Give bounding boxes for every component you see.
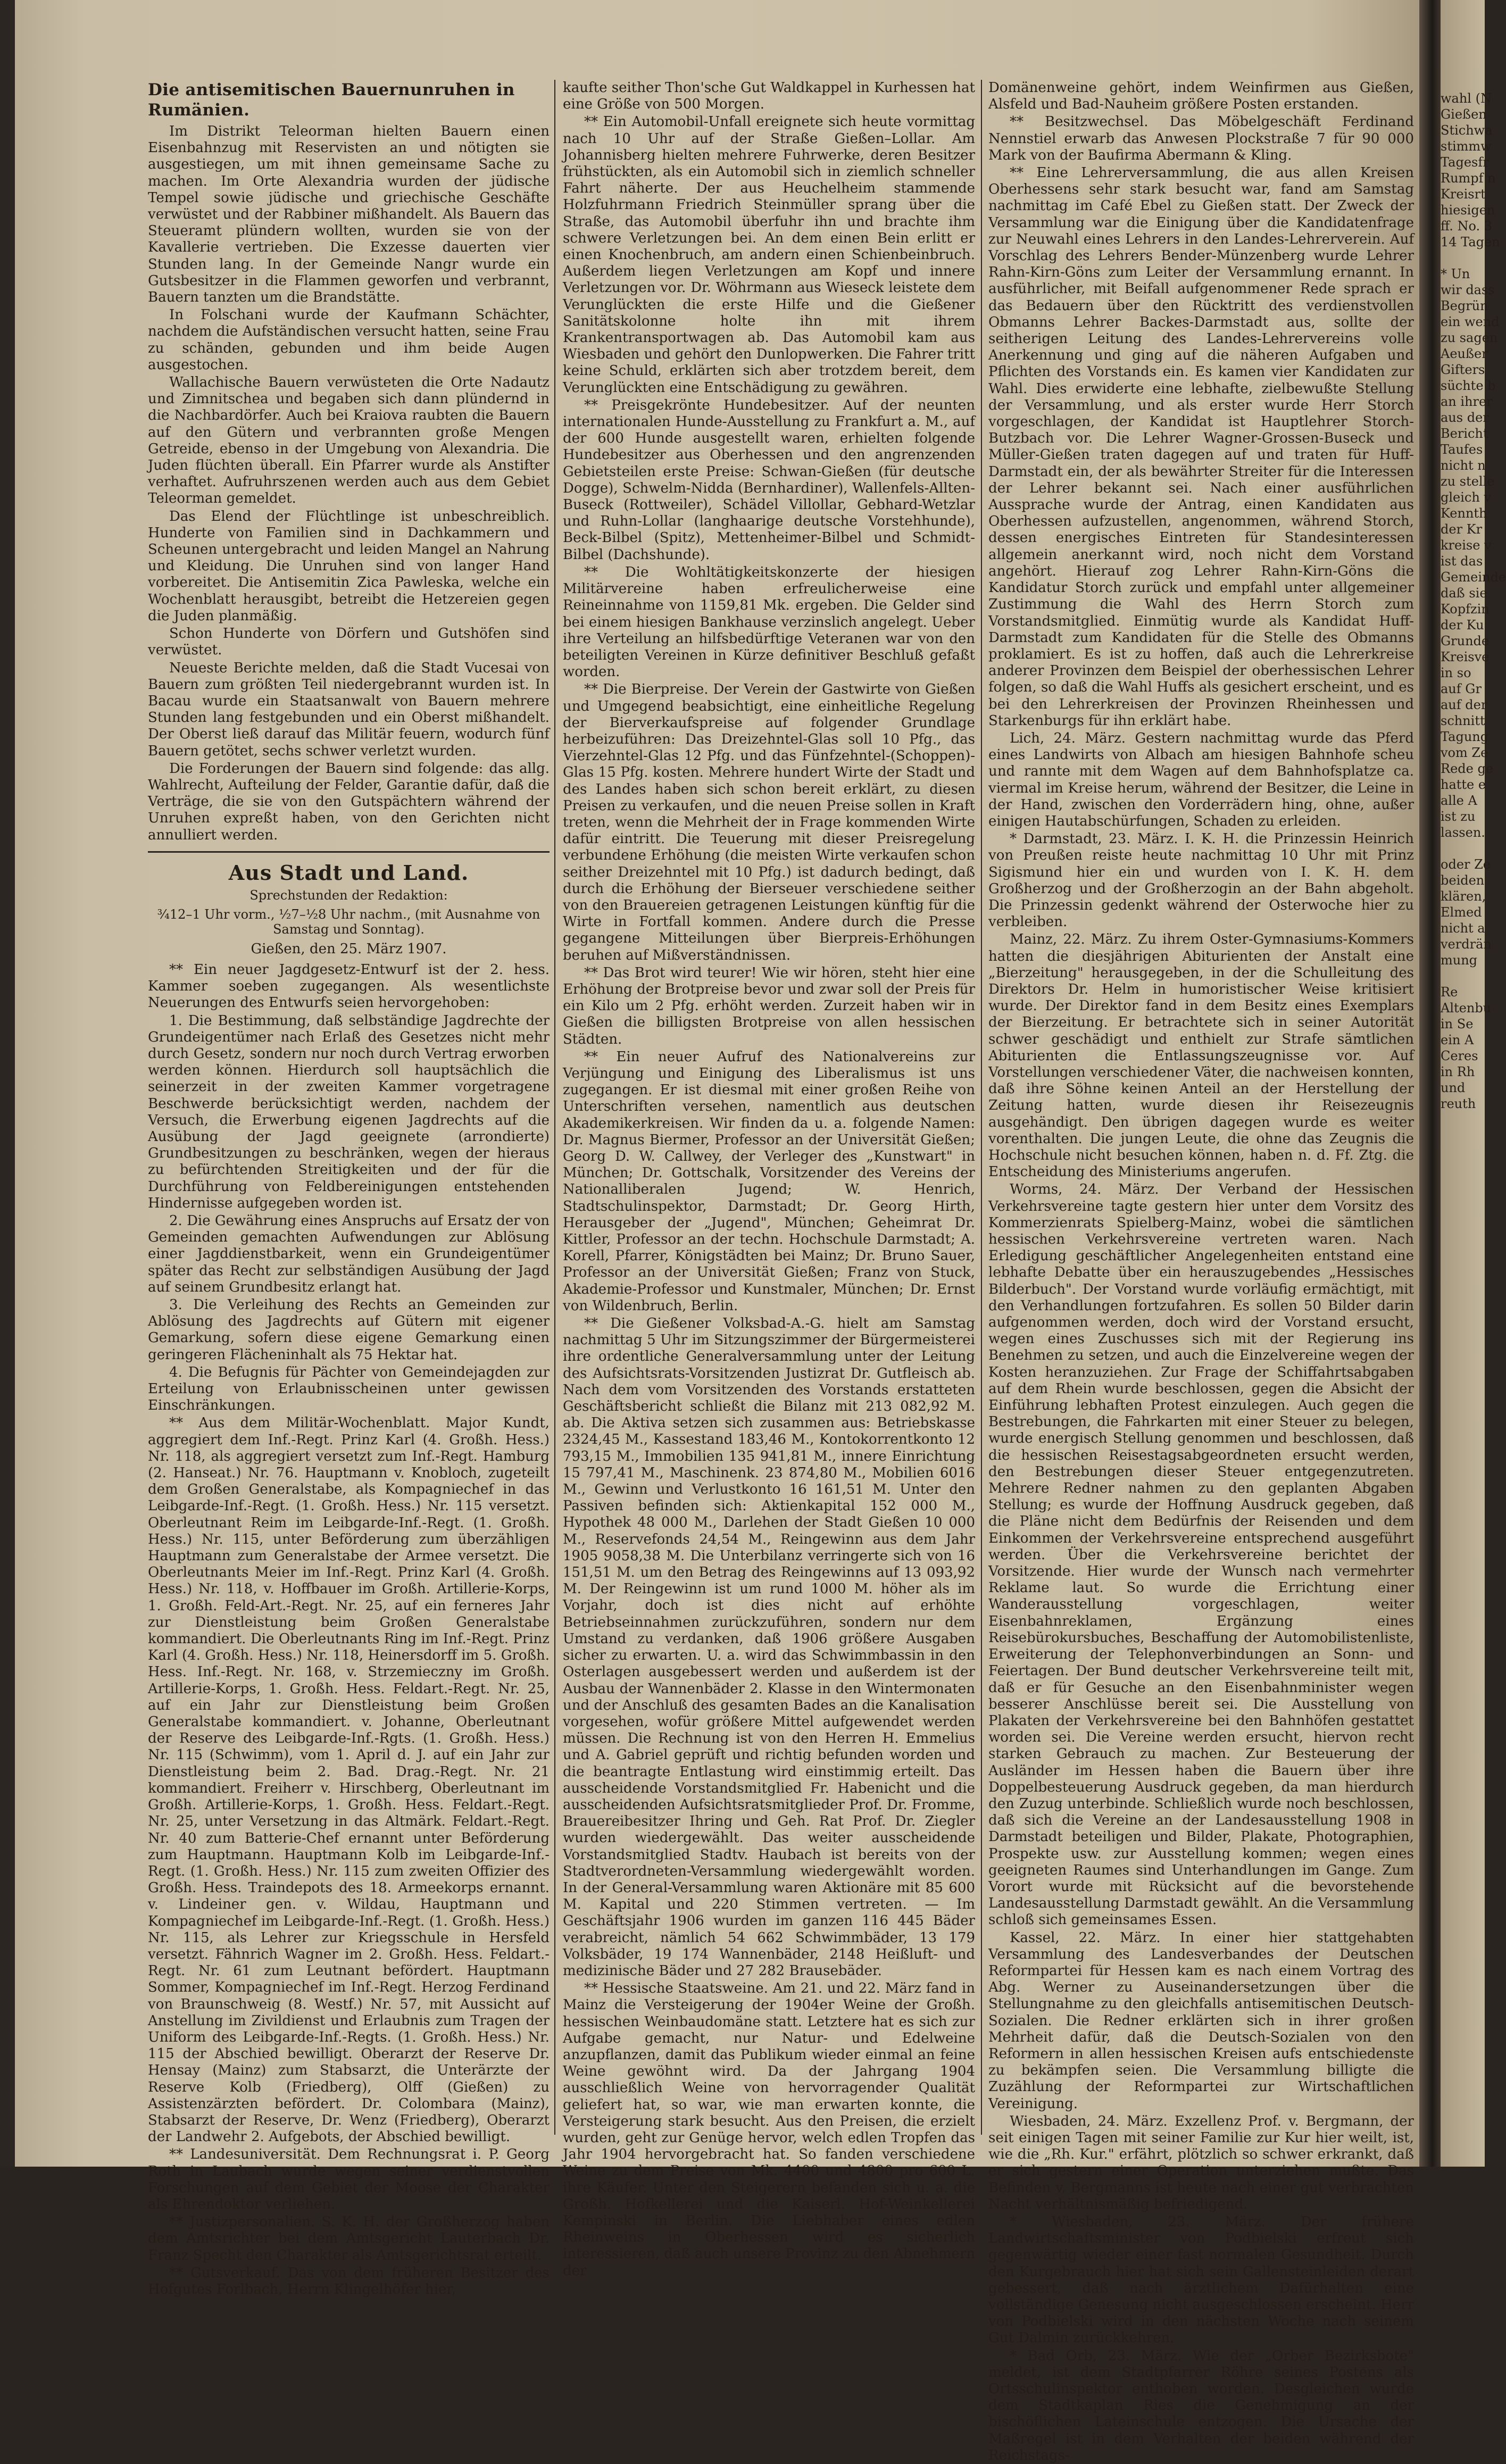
article-paragraph: ** Ein Automobil-Unfall ereignete sich heute vormittag nach 10 Uhr auf der Straße Gießen–Lollar. Am Johannisberg hielten mehrere Fuhrwerke, deren Besitzer frühstückten, als ein Automobil sich in ziemlich schneller Fahrt näherte. Der aus Heuchelheim stammende Holzfuhrmann Friedrich Steinmüller sprang über die Straße, das Automobil überfuhr ihn und brachte ihm schwere Verletzungen bei. An dem einen Bein erlitt er einen Knochenbruch, am andern einen Schienbeinbruch. Außerdem liegen Verletzungen am Kopf und innere Verletzungen vor. Dr. Wöhrmann aus Wieseck leistete dem Verunglückten die erste Hilfe und die Gießener Sanitätskolonne holte ihn mit ihrem Krankentransportwagen ab. Das Automobil kam aus Wiesbaden und gehört den Dunlopwerken. Die Fahrer tritt keine Schuld, erklärten sich aber trotzdem bereit, dem Verunglückten eine Entschädigung zu gewähren.	[563, 114, 975, 396]
adjacent-page-line: * Un	[1441, 267, 1470, 281]
adjacent-page-line: nicht a	[1441, 921, 1485, 936]
adjacent-page-line: ein wend	[1441, 314, 1500, 329]
article-paragraph: ** Das Brot wird teurer! Wie wir hören, steht hier eine Erhöhung der Brotpreise bevor und zwar soll der Preis für ein Kilo um 2 Pfg. erhöht werden. Zurzeit haben wir in Gießen die billigsten Brotpreise von allen hessischen Städten.	[563, 964, 975, 1047]
adjacent-page-line: und	[1441, 1080, 1466, 1095]
article-paragraph: Schon Hunderte von Dörfern und Gutshöfen sind verwüstet.	[148, 626, 550, 659]
adjacent-page-line: Tagesfr	[1441, 155, 1489, 170]
adjacent-page-line: vom Ze	[1441, 745, 1488, 760]
section-heading: Aus Stadt und Land.	[228, 860, 469, 885]
article-paragraph: ** Die Gießener Volksbad-A.-G. hielt am Samstag nachmittag 5 Uhr im Sitzungszimmer der Bürgermeisterei ihre ordentliche Generalversammlung unter der Leitung des Aufsichtsrats-Vorsitzenden Justizrat Dr. Gutfleisch ab. Nach dem vom Vorsitzenden des Vorstands erstatteten Geschäftsbericht schließt die Bilanz mit 213 082,92 M. ab. Die Aktiva setzen sich zusammen aus: Betriebskasse 2324,45 M., Kassestand 183,46 M., Kontokorrentkonto 12 793,15 M., Immobilien 135 941,81 M., innere Einrichtung 15 797,41 M., Maschinenk. 23 874,80 M., Mobilien 6016 M., Gewinn und Verlustkonto 16 161,51 M. Unter den Passiven befinden sich: Aktienkapital 152 000 M., Hypothek 48 000 M., Darlehen der Stadt Gießen 10 000 M., Reservefonds 24,54 M., Reingewinn aus dem Jahr 1905 9058,38 M. Die Unterbilanz verringerte sich von 16 151,51 M. um den Betrag des Reingewinns auf 13 093,92 M. Der Reingewinn ist um rund 1000 M. höher als im Vorjahr, doch ist dies nicht auf erhöhte Betriebseinnahmen zurückzuführen, sondern nur dem Umstand zu verdanken, daß 1906 größere Ausgaben sicher zu erwarten. U. a. wird das Schwimmbassin in den Osterlagen ausgebessert werden und außerdem ist der Ausbau der Wannenbäder 2. Klasse in den Wintermonaten und der Anschluß des gesamten Bades an die Kanalisation vorgesehen, wofür größere Mittel aufgewendet werden müssen. Die Rechnung ist von den Herren H. Emmelius und A. Gabriel geprüft und richtig befunden worden und die beantragte Entlastung wird einstimmig erteilt. Das ausscheidende Vorstandsmitglied Fr. Habenicht und die ausscheidenden Aufsichtsratsmitglieder Prof. Dr. Fromme, Brauereibesitzer Ihring und Geh. Rat Prof. Dr. Ziegler wurden wiedergewählt. Das weiter ausscheidende Vorstandsmitglied Stadtv. Haubach ist bereits von der Stadtverordneten-Versammlung wiedergewählt worden. In der General-Versammlung waren Aktionäre mit 85 600 M. Kapital und 220 Stimmen vertreten. — Im Geschäftsjahr 1906 wurden im ganzen 116 445 Bäder verabreicht, nämlich 54 662 Schwimmbäder, 13 179 Volksbäder, 19 174 Wannenbäder, 2148 Heißluft- und medizinische Bäder und 27 282 Brausebäder.	[563, 1316, 976, 1979]
adjacent-page-line: ist das	[1441, 554, 1483, 569]
adjacent-page-line: hatte e	[1441, 777, 1486, 792]
editorial-hours-text: ¾12–1 Uhr vorm., ½7–½8 Uhr nachm., (mit Ausnahme von Samstag und Sonntag).	[157, 906, 540, 937]
adjacent-page-line: mung	[1441, 953, 1478, 968]
article-paragraph: Kassel, 22. März. In einer hier stattgehabten Versammlung des Landesverbandes der Deutschen Reformpartei für Hessen kam es nach einem Vortrag des Abg. Werner zu Auseinandersetzungen über die Stellungnahme zu den gleichfalls antisemitischen Deutsch-Sozialen. Die Redner erklärten sich in ihrer großen Mehrheit dafür, daß die Deutsch-Sozialen von den Reformern in allen hessischen Kreisen aufs entschiedenste zu bekämpfen seien. Die Versammlung billigte die Zuzählung der Reformpartei zur Wirtschaftlichen Vereinigung.	[988, 1929, 1414, 2112]
article-paragraph: Domänenweine gehört, indem Weinfirmen aus Gießen, Alsfeld und Bad-Nauheim größere Posten erstanden.	[988, 80, 1414, 113]
adjacent-page-line: ist zu	[1441, 809, 1476, 824]
article-paragraph: ** Ein neuer Jagdgesetz-Entwurf ist der 2. hess. Kammer soeben zugegangen. Als wesentlichste Neuerungen des Entwurfs seien hervorgehoben:	[148, 961, 550, 1011]
adjacent-page-line: Kopfzin	[1441, 602, 1490, 617]
article-paragraph: * Bad Orb, 23. März. Wie der „Orber Bezirksbote" meldet, ist dem Stadtpfarrer Röhre seines Postens als Ortsschulinspektor enthoben worden. Desgleichen wurde dem Stadtkaplan Ries die Genehmigung an der bischöflichen Lateinschule entzogen. Die Ursache der Maßregel ist in dem Verhalten der beiden während der Reichstags-	[988, 2348, 1414, 2463]
adjacent-page-line: Grunde	[1441, 634, 1490, 648]
article-paragraph: ** Aus dem Militär-Wochenblatt. Major Kundt, aggregiert dem Inf.-Regt. Prinz Karl (4. Großh. Hess.) Nr. 118, als aggregiert versetzt zum Inf.-Regt. Hamburg (2. Hanseat.) Nr. 76. Hauptmann v. Knobloch, zugeteilt dem Großen Generalstabe, als Kompagniechef in das Leibgarde-Inf.-Regt. (1. Großh. Hess.) Nr. 115 versetzt. Oberleutnant Reim im Leibgarde-Inf.-Regt. (1. Großh. Hess.) Nr. 115, unter Beförderung zum überzähligen Hauptmann zum Generalstabe der Armee versetzt. Die Oberleutnants Meier im Inf.-Regt. Prinz Karl (4. Großh. Hess.) Nr. 118, v. Hoffbauer im Großh. Artillerie-Korps, 1. Großh. Feld-Art.-Regt. Nr. 25, auf ein ferneres Jahr zur Dienstleistung beim Großen Generalstabe kommandiert. Die Oberleutnants Ring im Inf.-Regt. Prinz Karl (4. Großh. Hess.) Nr. 118, Heinersdorff im 5. Großh. Hess. Inf.-Regt. Nr. 168, v. Strzemieczny im Großh. Artillerie-Korps, 1. Großh. Hess. Feldart.-Regt. Nr. 25, auf ein Jahr zur Dienstleistung beim Großen Generalstabe kommandiert. v. Johanne, Oberleutnant der Reserve des Leibgarde-Inf.-Rgts. (1. Großh. Hess.) Nr. 115 (Schwimm), vom 1. April d. J. auf ein Jahr zur Dienstleistung beim 2. Bad. Drag.-Regt. Nr. 21 kommandiert. Freiherr v. Hirschberg, Oberleutnant im Großh. Artillerie-Korps, 1. Großh. Hess. Feldart.-Regt. Nr. 25, unter Versetzung in das Altmärk. Feldart.-Regt. Nr. 40 zum Batterie-Chef ernannt unter Beförderung zum Hauptmann. Hauptmann Kolb im Leibgarde-Inf.-Regt. (1. Großh. Hess.) Nr. 115 zum zweiten Offizier des Großh. Hess. Traindepots des 18. Armeekorps ernannt. v. Lindeiner gen. v. Wildau, Hauptmann und Kompagniechef im Leibgarde-Inf.-Regt. (1. Großh. Hess.) Nr. 115, als Lehrer zur Kriegsschule in Hersfeld versetzt. Fähnrich Wagner im 2. Großh. Hess. Feldart.-Regt. Nr. 61 zum Leutnant befördert. Hauptmann Sommer, Kompagniechef im Inf.-Regt. Herzog Ferdinand von Braunschweig (8. Westf.) Nr. 57, mit Aussicht auf Anstellung im Zivildienst und Erlaubnis zum Tragen der Uniform des Leibgarde-Inf.-Regts. (1. Großh. Hess.) Nr. 115 der Abschied bewilligt. Oberarzt der Reserve Dr. Hensay (Mainz) zum Stabsarzt, die Unterärzte der Reserve Kolb (Friedberg), Olff (Gießen) zu Assistenzärzten befördert. Dr. Colombara (Mainz), Stabsarzt der Reserve, Dr. Wenz (Friedberg), Oberarzt der Landwehr 2. Aufgebots, der Abschied bewilligt.	[148, 1415, 550, 2145]
adjacent-page-line: an ihrer	[1441, 394, 1493, 409]
newspaper-page	[15, 0, 1419, 2463]
article-paragraph: kaufte seither Thon'sche Gut Waldkappel in Kurhessen hat eine Größe von 500 Morgen.	[563, 80, 975, 113]
adjacent-page-line: daß sie	[1441, 586, 1487, 601]
adjacent-page-line: gleich v	[1441, 490, 1492, 505]
adjacent-page-line: Tagung	[1441, 729, 1489, 744]
adjacent-page-line: auf Gr	[1441, 681, 1482, 696]
article-paragraph: * Wiesbaden, 23. März. Der frühere Landwirtschaftsminister von Podbielski erfreut sich gegenwärtig wieder einer fast normalen Gesundheit. Durch den Kurgebrauch hier hat sich sein Gallensteinleiden derart gebessert, daß nach ärztlichem Dafürhalten eine vollständige Genesung nicht ausgeschlossen erscheint. Herr von Podbielski wird in den nächsten Woche nach seinem Gut Dalmin zurückkehren.	[988, 2214, 1414, 2346]
adjacent-page-line: Rumpf n	[1441, 171, 1496, 186]
article-headline: Die antisemitischen Bauernunruhen in Rumänien.	[148, 80, 515, 120]
adjacent-page-line: in so	[1441, 665, 1471, 680]
adjacent-page-line: in Rh	[1441, 1064, 1475, 1079]
adjacent-page-line: in Se	[1441, 1017, 1474, 1031]
article-paragraph: Wiesbaden, 24. März. Exzellenz Prof. v. Bergmann, der seit einigen Tagen mit seiner Familie zur Kur hier weilt, ist, wie die „Rh. Kur." erfährt, plötzlich so schwer erkrankt, daß er sich gestern einer Operation unterziehen mußte. Das Befinden v. Bergmanns ist heute nach einer gut verbrachten Nacht verhältnismäßig befriedigend.	[988, 2113, 1414, 2212]
adjacent-page-line: verdrän	[1441, 937, 1492, 952]
article-paragraph: Wallachische Bauern verwüsteten die Orte Nadautz und Zimnitschea und begaben sich dann plündernd in die Nachbardörfer. Auch bei Kraiova raubten die Bauern auf den Gütern und verbrannten große Mengen Getreide, ebenso in der Umgebung von Alexandria. Die Juden flüchten überall. Ein Pfarrer wurde als Anstifter verhaftet. Aufruhrszenen werden auch aus dem Gebiet Teleorman gemeldet.	[148, 374, 550, 507]
article-paragraph: Neueste Berichte melden, daß die Stadt Vucesai von Bauern zum größten Teil niedergebrannt wurden ist. In Bacau wurde ein Staatsanwalt von Bauern mehrere Stunden lang festgebunden und ein Oberst mißhandelt. Der Oberst ließ darauf das Militär feuern, wodurch fünf Bauern getötet, sechs schwer verletzt wurden.	[148, 660, 550, 759]
adjacent-page-line: Ceres	[1441, 1048, 1478, 1063]
adjacent-page-line: Bericht	[1441, 426, 1488, 441]
article-paragraph: ** Preisgekrönte Hundebesitzer. Auf der neunten internationalen Hunde-Ausstellung zu Frankfurt a. M., auf der 600 Hunde ausgestellt waren, erhielten folgende Hundebesitzer aus Oberhessen und den angrenzenden Gebietsteilen erste Preise: Schwan-Gießen (für deutsche Dogge), Schwelm-Nidda (Bernhardiner), Wallenfels-Allten-Buseck (Rottweiler), Schädel Villollar, Gebhard-Wetzlar und Ruhn-Lollar (langhaarige deutsche Vorstehhunde), Beck-Bilbel (Spitz), Mettenheimer-Bilbel und Schmidt-Bilbel (Dachshunde).	[563, 397, 975, 563]
article-paragraph: 4. Die Befugnis für Pächter von Gemeindejagden zur Erteilung von Erlaubnisscheinen unter gewissen Einschränkungen.	[148, 1364, 550, 1414]
article-paragraph: * Darmstadt, 23. März. I. K. H. die Prinzessin Heinrich von Preußen reiste heute nachmittag 10 Uhr mit Prinz Sigismund hier ein und wurden von I. K. H. dem Großherzog und der Großherzogin an der Bahn abgeholt. Die Prinzessin gedenkt während der Osterwoche hier zu verbleiben.	[988, 831, 1414, 930]
article-paragraph: Worms, 24. März. Der Verband der Hessischen Verkehrsvereine tagte gestern hier unter dem Vorsitz des Kommerzienrats Spielberg-Mainz, wobei die sämtlichen hessischen Verkehrsvereine vertreten waren. Nach Erledigung geschäftlicher Angelegenheiten entstand eine lebhafte Debatte über ein herauszugebendes „Hessisches Bilderbuch". Der Vorstand wurde vorläufig ermächtigt, mit den Verhandlungen fortzufahren. Es sollen 50 Bilder darin aufgenommen werden, doch wird der Vorstand ersucht, wegen eines Zuschusses sich mit der Regierung ins Benehmen zu setzen, und auch die Einzelvereine wegen der Kosten heranzuziehen. Zur Frage der Schiffahrtsabgaben auf dem Rhein wurde beschlossen, gegen die Absicht der Einführung lebhaften Protest einzulegen. Auch gegen die Bestrebungen, die Fahrkarten mit einer Steuer zu belegen, wurde energisch Stellung genommen und beschlossen, daß die hessischen Reisestagsabgeordneten ersucht werden, den Bestrebungen dieser Steuer entgegenzutreten. Mehrere Redner nahmen zu den geplanten Abgaben Stellung; es wurde der Hoffnung Ausdruck gegeben, daß die Pläne nicht dem Bedürfnis der Reisenden und dem Einkommen der Verkehrsvereine entsprechend ausgeführt werden. Über die Verkehrsvereine berichtet der Vorsitzende. Hier wurde der Wunsch nach vermehrter Reklame laut. So wurde die Errichtung einer Wanderausstellung vorgeschlagen, weiter Eisenbahnreklamen, Ergänzung eines Reisebürokursbuches, Beschaffung der Automobilistenliste, Erweiterung der Telephonverbindungen an Sonn- und Feiertagen. Der Bund deutscher Verkehrsvereine teilt mit, daß er für Gesuche an den Eisenbahnminister wegen besserer Anschlüsse bereit sei. Die Ausstellung von Plakaten der Verkehrsvereine bei den Bahnhöfen gestattet worden sei. Die Vereine werden ersucht, hiervon recht starken Gebrauch zu machen. Zur Besteuerung der Ausländer im Hessen haben die Bauern über ihre Doppelbesteuerung Ausdruck gegeben, da man hierdurch den Zuzug unterbinde. Schließlich wurde noch beschlossen, daß sich die Vereine an der Landesausstellung 1908 in Darmstadt beteiligen und Bilder, Plakate, Photographien, Prospekte usw. zur Ausstellung kommen; wegen eines geeigneten Raumes sind Unterhandlungen im Gange. Zum Vorort wurde mit Rücksicht auf die bevorstehende Landesausstellung Darmstadt gewählt. An die Versammlung schloß sich gemeinsames Essen.	[988, 1181, 1414, 1928]
column-3	[988, 80, 1414, 2463]
adjacent-page-line: hiesigen	[1441, 203, 1495, 218]
adjacent-page-line: kreise v	[1441, 538, 1492, 553]
article-paragraph: Im Distrikt Teleorman hielten Bauern einen Eisenbahnzug mit Reservisten an und nötigten sie ausgestiegen, um mit ihnen gemeinsame Sache zu machen. Im Orte Alexandria wurden der jüdische Tempel sowie jüdische und griechische Geschäfte verwüstet und der Rabbiner mißhandelt. Als Bauern das Steueramt plündern wollten, wurden sie von der Kavallerie vertrieben. Die Exzesse dauerten vier Stunden lang. In der Gemeinde Nangr wurde ein Gutsbesitzer in die Flammen geworfen und verbrannt, Bauern tanzten um die Brandstätte.	[148, 123, 550, 306]
column-2	[563, 80, 976, 2279]
adjacent-page-line	[1441, 250, 1485, 266]
article-paragraph: 1. Die Bestimmung, daß selbständige Jagdrechte der Grundeigentümer nach Erlaß des Gesetzes nicht mehr durch Gesetz, sondern nur noch durch Vertrag erworben werden können. Hierdurch soll hauptsächlich die seinerzeit in der zweiten Kammer vorgetragene Beschwerde berücksichtigt werden, nachdem der Versuch, die Erwerbung eigenen Jagdrechts auf die Ausübung der Jagd geeignete (arrondierte) Grundbesitzungen zu beschränken, wegen der hieraus zu befürchtenden Streitigkeiten und der für die Durchführung von Feldbereinigungen entstehenden Hindernisse aufgegeben worden ist.	[148, 1012, 550, 1211]
adjacent-page-line: Altenbu	[1441, 1001, 1492, 1015]
book-gutter	[1419, 0, 1441, 2167]
article-paragraph: ** Landesuniversität. Dem Rechnungsrat i. P. Georg Roth in Laubach wurde wegen seiner verdienstvollen Forschungen auf dem Gebiet der Moose der Charakter als Ehrendoktor verliehen.	[148, 2146, 550, 2212]
article-paragraph: 3. Die Verleihung des Rechts an Gemeinden zur Ablösung des Jagdrechts auf Gütern mit eigener Gemarkung, sofern diese eigene Gemarkung einen geringeren Flächeninhalt als 75 Hektar hat.	[148, 1297, 550, 1363]
adjacent-page-line: wir dass	[1441, 282, 1495, 297]
adjacent-page-line: beiden	[1441, 873, 1485, 888]
adjacent-page-line: Re	[1441, 985, 1458, 1000]
editorial-hours-title: Sprechstunden der Redaktion:	[249, 887, 448, 903]
adjacent-page-line: der Ku	[1441, 618, 1484, 632]
adjacent-page-line: Kreisrt	[1441, 187, 1486, 202]
article-paragraph: In Folschani wurde der Kaufmann Schächter, nachdem die Aufständischen versucht hatten, seine Frau zu schänden, gebunden und ihm beide Augen ausgestochen.	[148, 307, 550, 373]
article-paragraph: ** Die Bierpreise. Der Verein der Gastwirte von Gießen und Umgegend beabsichtigt, eine einheitliche Regelung der Bierverkaufspreise auf folgender Grundlage herbeizuführen: Das Dreizehntel-Glas soll 10 Pfg., das Vierzehntel-Glas 12 Pfg. und das Fünfzehntel-(Schoppen)-Glas 15 Pfg. kosten. Mehrere hundert Wirte der Stadt und des Landes haben sich schon bereit erklärt, zu diesen Preisen zu verkaufen, und die neuen Preise sollen in Kraft treten, wenn die Mehrheit der in Frage kommenden Wirte dafür eintritt. Die Teuerung mit dieser Preisregelung verbundene Erhöhung (die meisten Wirte verkaufen schon seither Dreizehntel mit 10 Pfg.) ist dadurch bedingt, daß durch die Erhöhung der Bierseuer verschiedene seither von den Brauereien getragenen Leistungen künftig für die Wirte in Fortfall kommen. Andere durch die Presse gegangene Mitteilungen über Bierpreis-Erhöhungen beruhen auf Mißverständnissen.	[563, 681, 975, 963]
adjacent-page-line: nicht n	[1441, 458, 1486, 473]
adjacent-page-line: Stichwa	[1441, 123, 1493, 138]
adjacent-page-text	[1441, 90, 1506, 2167]
adjacent-page-line: wahl (N	[1441, 91, 1492, 106]
article-paragraph: 2. Die Gewährung eines Anspruchs auf Ersatz der von Gemeinden gemachten Aufwendungen zur Ablösung einer Jagddienstbarkeit, wenn ein Grundeigentümer später das Recht zur selbständigen Ausübung der Jagd auf seinem Grundbesitz erlangt hat.	[148, 1212, 550, 1295]
dateline: Gießen, den 25. März 1907.	[251, 940, 447, 957]
adjacent-page-line	[1441, 968, 1485, 984]
article-paragraph: ** Gutsverkauf. Das von dem früheren Besitzer des Hofgutes Forlbach, Herrn Klingelhöfer hier,	[148, 2265, 550, 2297]
article-paragraph: Die Forderungen der Bauern sind folgende: das allg. Wahlrecht, Aufteilung der Felder, Garantie dafür, daß die Verträge, die sie von den Gutspächtern während der Unruhen expreßt haben, von den Gerichten nicht annulliert werden.	[148, 760, 550, 843]
adjacent-page-line: Gemeinde	[1441, 570, 1506, 585]
article-paragraph: ** Hessische Staatsweine. Am 21. und 22. März fand in Mainz die Versteigerung der 1904er Weine der Großh. hessischen Weinbaudomäne statt. Letztere hat es sich zur Aufgabe gemacht, nur Natur- und Edelweine anzupflanzen, damit das Publikum wieder einmal an feine Weine gewöhnt wird. Da der Jahrgang 1904 ausschließlich Weine von hervorragender Qualität geliefert hat, so war, wie man erwarten konnte, die Versteigerung stark besucht. Aus den Preisen, die erzielt wurden, geht zur Genüge hervor, welch edlen Tropfen das Jahr 1904 hervorgebracht hat. So fanden verschiedene Weine zu dem Preise von Mk. 4400 und 4800 pro 600 L. ihre Käufer. Unter den Steigerern befanden sich u. a. die Großh. Hofkellerei und die Kaiserl. Hof-Weinkellerei Kempinski in Berlin. Die Liebhaber eines edlen Rheinweins in Oberhessen wird es sicherlich interessieren, daß auch unsere Provinz zu den Abnehmern der	[563, 1980, 975, 2279]
article-paragraph: ** Ein neuer Aufruf des Nationalvereins zur Verjüngung und Einigung des Liberalismus ist uns zugegangen. Er ist diesmal mit einer großen Reihe von Unterschriften versehen, namentlich aus deutschen Akademikerkreisen. Wir finden da u. a. folgende Namen: Dr. Magnus Biermer, Professor an der Universität Gießen; Georg D. W. Callwey, der Verleger des „Kunstwart" in München; Dr. Gottschalk, Vorsitzender des Vereins der Nationalliberalen Jugend; W. Henrich, Stadtschulinspektor, Darmstadt; Dr. Georg Hirth, Herausgeber der „Jugend", München; Geheimrat Dr. Kittler, Professor an der techn. Hochschule Darmstadt; A. Korell, Pfarrer, Königstädten bei Mainz; Dr. Bruno Sauer, Professor an der Universität Gießen; Franz von Stuck, Akademie-Professor und Kunstmaler, München; Dr. Ernst von Wildenbruch, Berlin.	[563, 1048, 975, 1314]
article-paragraph: ** Eine Lehrerversammlung, die aus allen Kreisen Oberhessens sehr stark besucht war, fand am Samstag nachmittag im Café Ebel zu Gießen statt. Der Zweck der Versammlung war die Einigung über die Kandidatenfrage zur Neuwahl eines Lehrers in den Landes-Lehrerverein. Auf Vorschlag des Lehrers Bender-Münzenberg wurde Lehrer Rahn-Kirn-Göns zum Leiter der Versammlung ernannt. In ausführlicher, mit Beifall aufgenommener Rede sprach er das Bedauern über den Rücktritt des verdienstvollen Obmanns Lehrer Backes-Darmstadt aus, sollte der seitherigen Leitung des Landes-Lehrervereins volle Anerkennung und ging auf die näheren Aufgaben und Pflichten des Vorstands ein. Es kamen vier Kandidaten zur Wahl. Dies erwiderte eine lebhafte, zielbewußte Stellung der Versammlung, und als erster wurde Herr Storch vorgeschlagen, der Kandidat ist Hauptlehrer Storch-Butzbach vor. Die Lehrer Wagner-Grossen-Buseck und Müller-Gießen traten dagegen auf und traten für Huff-Darmstadt ein, der als bewährter Streiter für die Interessen der Lehrer bekannt sei. Nach einer ausführlichen Aussprache wurde der Antrag, einen Kandidaten aus Oberhessen aufzustellen, angenommen, während Storch, dessen energisches Eintreten für Standesinteressen allgemein anerkannt wird, noch nicht dem Vorstand angehört. Hierauf zog Lehrer Rahn-Kirn-Göns die Kandidatur Storch zurück und empfahl unter allgemeiner Zustimmung die Wahl des Herrn Storch zum Vorstandsmitglied. Einmütig wurde als Kandidat Huff-Darmstadt zum Kandidaten für die Stelle des Obmanns proklamiert. Es ist zu hoffen, daß auch die Lehrerkreise anderer Provinzen dem Beispiel der oberhessischen Lehrer folgen, so daß die Wahl Huffs als gesichert erscheint, und es bei den Lehrerkreisen der Provinzen Rheinhessen und Starkenburgs für ihn erklärt habe.	[988, 165, 1414, 729]
adjacent-page-line: Aeußer	[1441, 346, 1488, 361]
article-paragraph: Mainz, 22. März. Zu ihrem Oster-Gymnasiums-Kommers hatten die diesjährigen Abiturienten der Anstalt eine „Bierzeitung" herausgegeben, in der die Schulleitung des Direktors Dr. Helm in humoristischer Weise kritisiert wurde. Der Direktor fand in dem Besitz eines Exemplars der Bierzeitung. Er betrachtete sich in seiner Autorität schwer geschädigt und enthielt zur Strafe sämtlichen Abiturienten die Entlassungszeugnisse vor. Auf Vorstellungen verschiedener Väter, die nachweisen konnten, daß ihre Söhne keinen Anteil an der Herstellung der Zeitung hatten, wurde diesen ihr Reisezeugnis ausgehändigt. Den übrigen dagegen wurde es weiter vorenthalten. Die jungen Leute, die ohne das Zeugnis die Hochschule nicht besuchen können, haben n. d. Ff. Ztg. die Entscheidung des Ministeriums angerufen.	[988, 931, 1414, 1180]
article-paragraph: ** Besitzwechsel. Das Möbelgeschäft Ferdinand Nennstiel erwarb das Anwesen Plockstraße 7 für 90 000 Mark von der Baufirma Abermann & Kling.	[988, 114, 1414, 163]
adjacent-page-line	[1441, 840, 1485, 856]
adjacent-page-line: Kreisve	[1441, 650, 1490, 664]
adjacent-page-line: aus der	[1441, 410, 1489, 425]
adjacent-page-line: lassen.	[1441, 825, 1485, 840]
article-paragraph: ** Die Wohltätigkeitskonzerte der hiesigen Militärvereine haben erfreulicherweise eine Reineinnahme von 1159,81 Mk. ergeben. Die Gelder sind bei einem hiesigen Bankhause verzinslich angelegt. Ueber ihre Verteilung an hilfsbedürftige Veteranen war von den beteiligten Vereinen in Kürze definitiver Beschluß gefaßt worden.	[563, 564, 975, 680]
adjacent-page-line: oder Ze	[1441, 857, 1491, 872]
adjacent-page-line: stimmw	[1441, 139, 1492, 154]
adjacent-page-line: der Kr	[1441, 522, 1483, 537]
column-rule	[554, 80, 555, 2135]
adjacent-page-line: schnitt	[1441, 713, 1485, 728]
adjacent-page-line: Taufes	[1441, 442, 1483, 457]
adjacent-page-line: Rede ge	[1441, 761, 1494, 776]
section-divider	[148, 851, 550, 853]
adjacent-page-line: alle A	[1441, 793, 1477, 808]
adjacent-page-line: zu sagen	[1441, 330, 1498, 345]
column-rule	[981, 80, 982, 2135]
adjacent-page-line: auf der	[1441, 697, 1487, 712]
adjacent-page-line: reuth	[1441, 1096, 1476, 1111]
column-1	[148, 80, 550, 2297]
adjacent-page-line: ff. No. 3	[1441, 219, 1493, 234]
adjacent-page-edge	[1441, 0, 1506, 2167]
adjacent-page-line: Kennth	[1441, 506, 1487, 521]
article-paragraph: Das Elend der Flüchtlinge ist unbeschreiblich. Hunderte von Familien sind in Dachkammern und Scheunen untergebracht und leiden Mangel an Nahrung und Kleidung. Die Unruhen sind von langer Hand vorbereitet. Die Antisemitin Zica Pawleska, welche ein Wochenblatt herausgibt, betreibt die Hetzereien gegen die Juden planmäßig.	[148, 508, 550, 624]
adjacent-page-line: Gifters	[1441, 362, 1485, 377]
adjacent-page-line: süchte b	[1441, 378, 1496, 393]
article-paragraph: ** Justizpersonalien. S. K. H. der Großherzog haben dem Amtsrichter bei dem Amtsgericht Lauterbach Dr. Franz Specht den Charakter als Amtsgerichtsrat erteilt.	[148, 2214, 550, 2263]
article-paragraph: Lich, 24. März. Gestern nachmittag wurde das Pferd eines Landwirts von Albach am hiesigen Bahnhofe scheu und rannte mit dem Wagen auf dem Bahnhofsplatze ca. viermal im Kreise herum, während der Besitzer, die Leine in der Hand, zwischen den Vorderrädern hing, ohne, außer einigen Hautabschürfungen, Schaden zu erleiden.	[988, 730, 1414, 829]
adjacent-page-line: Gießen	[1441, 107, 1487, 122]
adjacent-page-line: Elmed	[1441, 905, 1482, 920]
adjacent-page-line: 14 Tagen	[1441, 235, 1500, 249]
adjacent-page-line: zu stelle	[1441, 474, 1495, 489]
adjacent-page-line: ein A	[1441, 1033, 1474, 1047]
adjacent-page-line: Begrün	[1441, 298, 1488, 313]
adjacent-page-line: klären,	[1441, 889, 1486, 904]
